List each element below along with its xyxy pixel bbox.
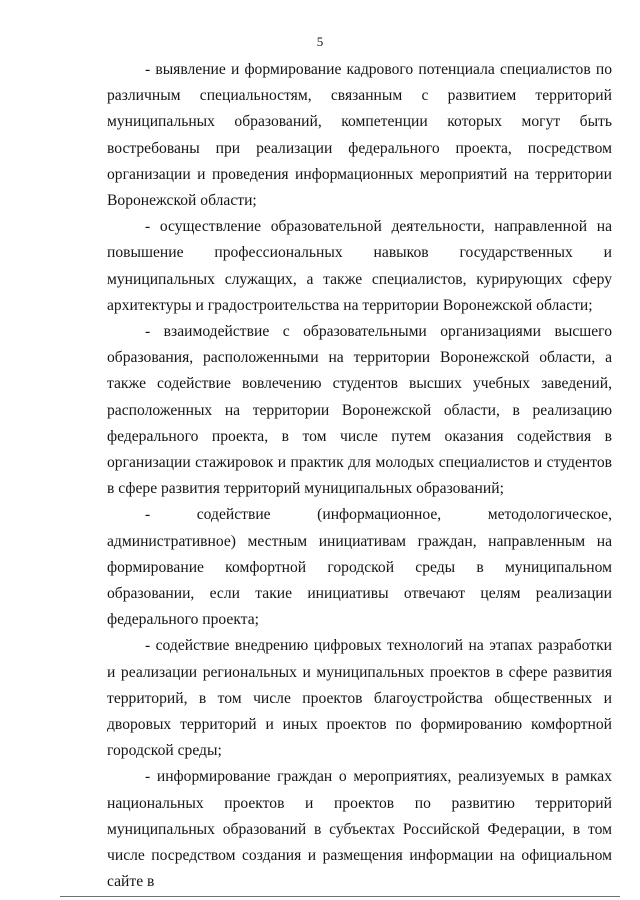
paragraph-staff-potential: - выявление и формирование кадрового потенциала специалистов по различным специальностям, связанным с развитием территорий муниципальных образований, компетенции которых могут быть востребованы при реализации федерального проекта, посредством организации и проведения информационных мероприятий на территории Воронежской области; <box>107 61 612 210</box>
paragraph-universities-interaction: - взаимодействие с образовательными организациями высшего образования, расположенными на территории Воронежской области, а также содействие вовлечению студентов высших учебных заведений, расположенных на территории Воронежской области, в реализацию федерального проекта, в том числе путем оказания содействия в организации стажировок и практик для молодых специалистов и студентов в сфере развития территорий муниципальных образований; <box>107 323 612 498</box>
body-text <box>107 57 612 896</box>
paragraph-education-activity: - осуществление образовательной деятельности, направленной на повышение профессиональных навыков государственных и муниципальных служащих, а также специалистов, курирующих сферу архитектуры и градостроительства на территории Воронежской области; <box>107 218 612 314</box>
page-number: 5 <box>316 34 324 49</box>
paragraph-digital-technologies: - содействие внедрению цифровых технологий на этапах разработки и реализации региональных и муниципальных проектов в сфере развития территорий, в том числе проектов благоустройства общественных и дворовых территорий и иных проектов по формированию комфортной городской среды; <box>107 637 612 760</box>
footer-rule <box>60 896 620 897</box>
paragraph-citizen-informing: - информирование граждан о мероприятиях, реализуемых в рамках национальных проектов и проектов по развитию территорий муниципальных образований в субъектах Российской Федерации, в том числе посредством создания и размещения информации на официальном сайте в <box>107 768 612 891</box>
paragraph-local-initiatives: - содействие (информационное, методологическое, административное) местным инициативам граждан, направленным на формирование комфортной городской среды в муниципальном образовании, если такие инициативы отвечают целям реализации федерального проекта; <box>107 506 612 629</box>
